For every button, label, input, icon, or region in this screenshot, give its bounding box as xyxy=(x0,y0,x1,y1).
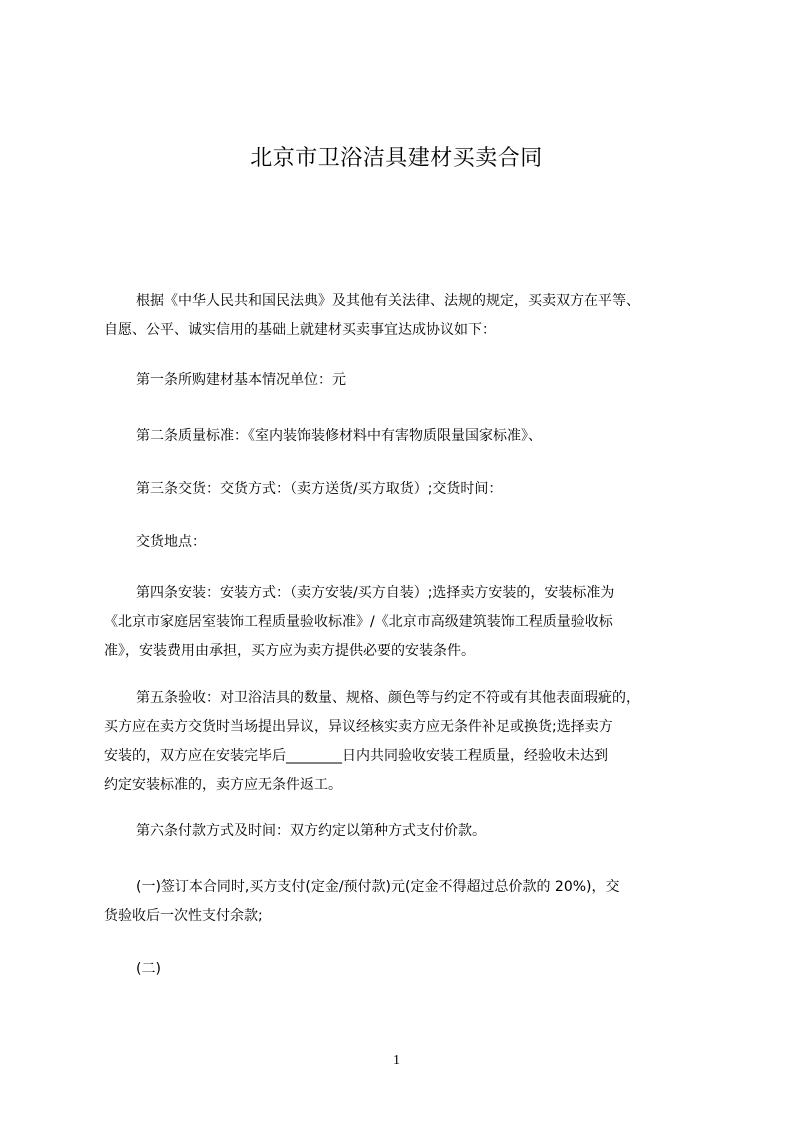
article-6 xyxy=(104,817,704,846)
article-4-line-3: 准》，安装费用由承担，买方应为卖方提供必要的安装条件。 xyxy=(104,643,475,659)
article-3-location xyxy=(104,528,704,557)
article-3-line-2: 交货地点： xyxy=(136,534,206,550)
article-5-line-2: 买方应在卖方交货时当场提出异议，异议经核实卖方应无条件补足或换货;选择卖方 xyxy=(104,719,613,735)
article-2-text: 第二条质量标准：《室内装饰装修材料中有害物质限量国家标准》、 xyxy=(136,428,542,444)
article-5-line-4: 约定安装标准的，卖方应无条件返工。 xyxy=(104,777,342,793)
intro-paragraph xyxy=(104,287,704,345)
article-3 xyxy=(104,475,704,504)
article-6-heading: 第六条付款方式及时间：双方约定以第种方式支付价款。 xyxy=(136,823,486,839)
intro-line-1: 根据《中华人民共和国民法典》及其他有关法律、法规的规定，买卖双方在平等、 xyxy=(136,293,640,309)
article-6-clause-2-text: (二) xyxy=(136,961,161,977)
document-title: 北京市卫浴洁具建材买卖合同 xyxy=(250,146,543,171)
page-number: 1 xyxy=(393,1053,400,1068)
article-6-clause-2 xyxy=(104,955,704,984)
article-1 xyxy=(104,366,704,395)
article-4 xyxy=(104,579,704,666)
intro-line-2: 自愿、公平、诚实信用的基础上就建材买卖事宜达成协议如下： xyxy=(104,322,496,338)
article-6-clause-1-line-2: 货验收后一次性支付余款; xyxy=(104,908,263,924)
article-6-clause-1-line-1: (一)签订本合同时,买方支付(定金/预付款)元(定金不得超过总价款的 20%)，交 xyxy=(136,879,620,895)
article-5-line-3: 安装的，双方应在安装完毕后________日内共同验收安装工程质量，经验收未达到 xyxy=(104,748,608,764)
article-1-text: 第一条所购建材基本情况单位：元 xyxy=(136,372,346,388)
article-5-line-1: 第五条验收：对卫浴洁具的数量、规格、颜色等与约定不符或有其他表面瑕疵的， xyxy=(136,690,640,706)
article-6-clause-1 xyxy=(104,873,704,931)
article-3-line-1: 第三条交货：交货方式：（卖方送货/买方取货）;交货时间： xyxy=(136,481,503,497)
article-4-line-2: 《北京市家庭居室装饰工程质量验收标准》/《北京市高级建筑装饰工程质量验收标 xyxy=(104,614,613,630)
article-4-line-1: 第四条安装：安装方式：（卖方安装/买方自装）;选择卖方安装的，安装标准为 xyxy=(136,585,615,601)
article-5 xyxy=(104,684,704,800)
article-2 xyxy=(104,422,704,451)
